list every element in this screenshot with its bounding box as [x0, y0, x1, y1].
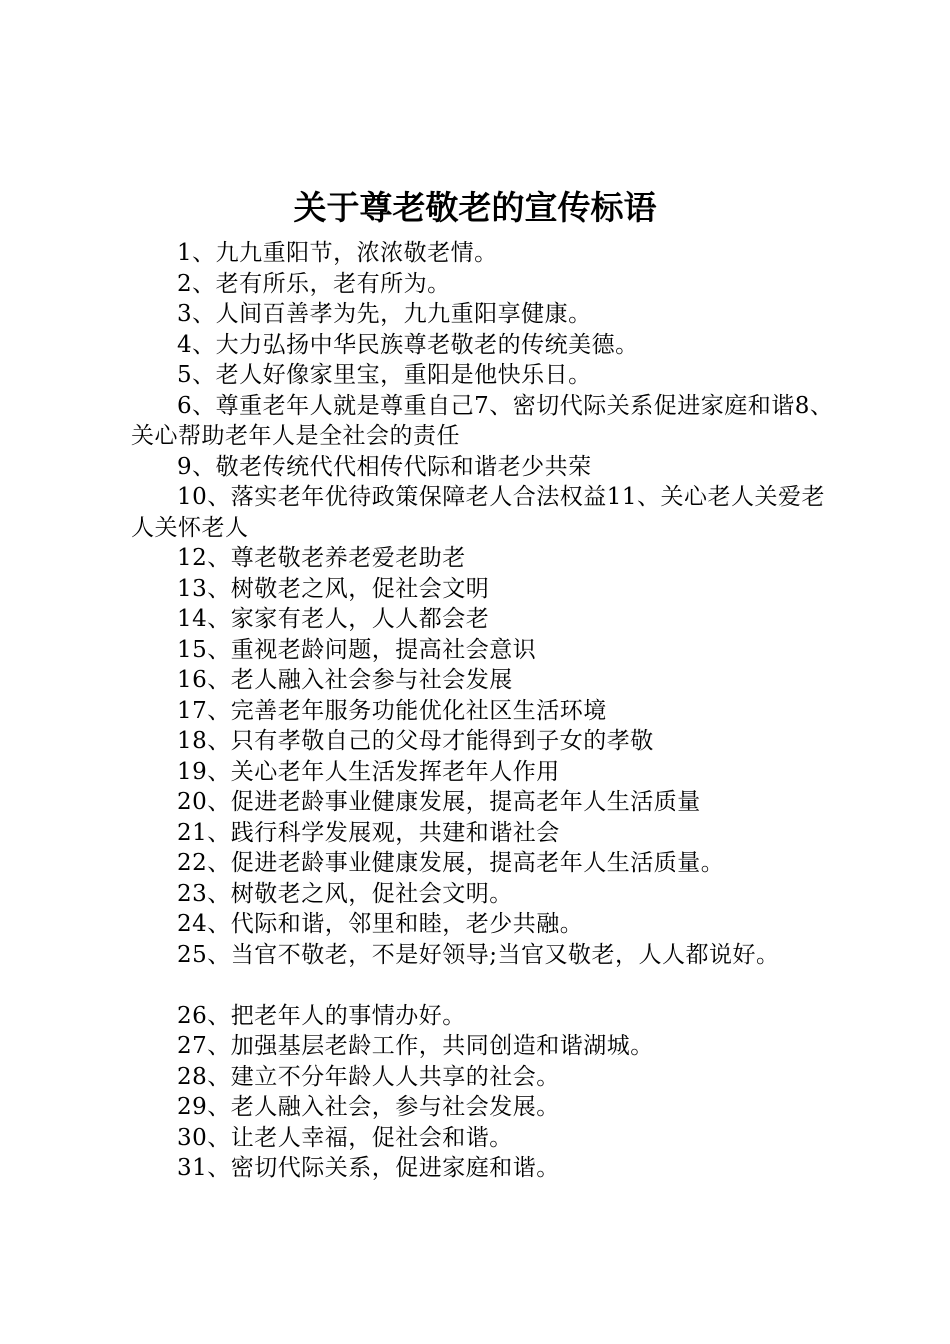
list-item: 15、重视老龄问题，提高社会意识 — [177, 636, 537, 663]
list-item: 12、尊老敬老养老爱老助老 — [177, 545, 466, 571]
list-item: 29、老人融入社会，参与社会发展。 — [177, 1094, 560, 1120]
document-title: 关于尊老敬老的宣传标语 — [293, 188, 657, 227]
list-item: 9、敬老传统代代相传代际和谐老少共荣 — [177, 453, 592, 480]
list-item: 1、九九重阳节，浓浓敬老情。 — [177, 240, 498, 266]
list-item: 3、人间百善孝为先，九九重阳享健康。 — [177, 301, 592, 327]
list-item: 2、老有所乐，老有所为。 — [177, 270, 451, 297]
list-item: 23、树敬老之风，促社会文明。 — [177, 880, 513, 907]
list-item: 10、落实老年优待政策保障老人合法权益11、关心老人关爱老人关怀老人 — [131, 484, 826, 541]
list-item: 19、关心老年人生活发挥老年人作用 — [177, 758, 560, 785]
list-item: 4、大力弘扬中华民族尊老敬老的传统美德。 — [177, 331, 639, 358]
list-item: 16、老人融入社会参与社会发展 — [177, 667, 513, 693]
list-item: 20、促进老龄事业健康发展，提高老年人生活质量 — [177, 789, 701, 815]
list-item: 6、尊重老年人就是尊重自己7、密切代际关系促进家庭和谐8、关心帮助老年人是全社会的责任 — [131, 392, 834, 449]
list-item: 21、践行科学发展观，共建和谐社会 — [177, 819, 560, 846]
list-item: 17、完善老年服务功能优化社区生活环境 — [177, 697, 607, 724]
list-item: 25、当官不敬老，不是好领导;当官又敬老，人人都说好。 — [177, 941, 780, 968]
list-item: 26、把老年人的事情办好。 — [177, 1002, 466, 1029]
paragraph-gap — [131, 970, 836, 1001]
slogan-list — [131, 238, 836, 1184]
list-item: 31、密切代际关系，促进家庭和谐。 — [177, 1155, 560, 1181]
list-item: 18、只有孝敬自己的父母才能得到子女的孝敬 — [177, 728, 654, 754]
list-item: 5、老人好像家里宝，重阳是他快乐日。 — [177, 362, 592, 388]
list-item: 28、建立不分年龄人人共享的社会。 — [177, 1063, 560, 1090]
list-item: 24、代际和谐，邻里和睦，老少共融。 — [177, 911, 584, 937]
list-item: 13、树敬老之风，促社会文明 — [177, 575, 490, 602]
list-item: 22、促进老龄事业健康发展，提高老年人生活质量。 — [177, 850, 725, 876]
list-item: 27、加强基层老龄工作，共同创造和谐湖城。 — [177, 1033, 654, 1059]
list-item: 14、家家有老人，人人都会老 — [177, 606, 490, 632]
list-item: 30、让老人幸福，促社会和谐。 — [177, 1124, 513, 1151]
